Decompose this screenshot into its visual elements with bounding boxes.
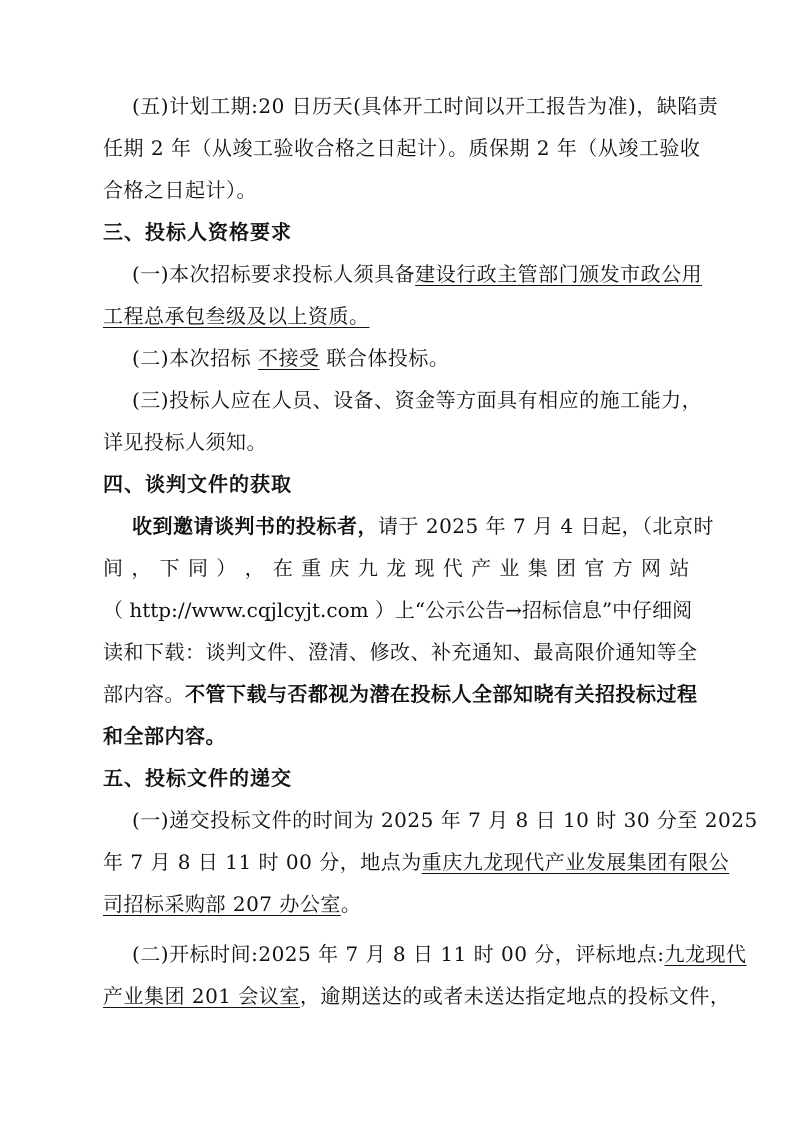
acquire-char: 九 — [357, 556, 379, 580]
acquire-line5 — [0, 679, 793, 709]
acquire-char: 现 — [414, 556, 435, 580]
acquire-char: ， — [131, 556, 152, 580]
qualification-2 — [0, 343, 793, 373]
acquire-char: 同 — [187, 556, 209, 580]
acquire-line4: 读和下载：谈判文件、澄清、修改、补充通知、最高限价通知等全 — [103, 640, 698, 664]
acquire-char: 方 — [612, 556, 634, 580]
qualification-1-line2 — [0, 301, 793, 331]
acquire-char: 在 — [272, 556, 294, 580]
heading-document-acquisition: 四、谈判文件的获取 — [103, 472, 292, 496]
submit-2-line1 — [0, 939, 793, 969]
acquire-char: 代 — [442, 556, 464, 580]
acquire-line1 — [0, 511, 793, 541]
qualification-2-suffix: 联合体投标。 — [319, 346, 450, 370]
qualification-3-line2: 详见投标人须知。 — [103, 430, 267, 454]
item5-line3: 合格之日起计）。 — [103, 178, 257, 202]
submit-1-location-cont: 司招标采购部 207 办公室 — [103, 892, 341, 916]
acquire-line6: 和全部内容。 — [103, 724, 226, 748]
qualification-3-line1: (三)投标人应在人员、设备、资金等方面具有相应的施工能力， — [132, 388, 703, 412]
acquire-char: ， — [244, 556, 266, 580]
submit-1-line2 — [0, 847, 793, 877]
qualification-1-prefix: (一)本次招标要求投标人须具备 — [132, 262, 416, 286]
submit-1-location: 重庆九龙现代产业发展集团有限公 — [421, 850, 730, 874]
submit-2-rest: ，逾期送达的或者未送达指定地点的投标文件， — [299, 984, 731, 1008]
acquire-char: 重 — [301, 556, 322, 580]
qualification-1-underlined: 建设行政主管部门颁发市政公用 — [415, 262, 703, 286]
submit-1-period: 。 — [340, 892, 362, 916]
submit-1-plain: 年 7 月 8 日 11 时 00 分，地点为 — [103, 850, 422, 874]
item5-line1: (五)计划工期:20 日历天(具体开工时间以开工报告为准)，缺陷责 — [132, 94, 719, 118]
item5-line2: 任期 2 年（从竣工验收合格之日起计）。质保期 2 年（从竣工验收 — [103, 136, 701, 160]
acquire-line5-bold: 不管下载与否都视为潜在投标人全部知晓有关招投标过程 — [185, 682, 698, 706]
acquire-line3-website: （ http://www.cqjlcyjt.com ）上“公示公告→招标信息”中仔细阅 — [103, 598, 693, 622]
qualification-2-prefix: (二)本次招标 — [132, 346, 258, 370]
heading-bid-submission: 五、投标文件的递交 — [103, 766, 292, 790]
qualification-1-line1 — [0, 259, 793, 289]
acquire-char: 业 — [499, 556, 520, 580]
acquire-char: 网 — [640, 556, 662, 580]
submit-1-line3 — [0, 889, 793, 919]
acquire-line5-plain: 部内容。 — [103, 682, 185, 706]
submit-2-location: 九龙现代 — [664, 942, 747, 966]
submit-2-line2 — [0, 981, 793, 1011]
acquire-char: 下 — [159, 556, 181, 580]
acquire-char: 庆 — [329, 556, 350, 580]
acquire-char: 官 — [584, 556, 605, 580]
acquire-char: 集 — [527, 556, 549, 580]
acquire-char: 龙 — [386, 556, 407, 580]
submit-2-location-cont: 产业集团 201 会议室 — [103, 984, 300, 1008]
acquire-char: ） — [216, 556, 237, 580]
qualification-1-underlined-cont: 工程总承包叁级及以上资质。 — [103, 304, 370, 328]
acquire-bold-lead: 收到邀请谈判书的投标者， — [132, 514, 378, 538]
acquire-line1-rest: 请于 2025 年 7 月 4 日起，（北京时 — [378, 514, 714, 538]
acquire-char: 站 — [669, 556, 690, 580]
acquire-char: 团 — [556, 556, 577, 580]
acquire-char: 产 — [471, 556, 492, 580]
submit-2-plain: (二)开标时间:2025 年 7 月 8 日 11 时 00 分，评标地点: — [132, 942, 665, 966]
heading-bidder-qualifications: 三、投标人资格要求 — [103, 220, 292, 244]
acquire-line2 — [0, 553, 793, 583]
submit-1-line1: (一)递交投标文件的时间为 2025 年 7 月 8 日 10 时 30 分至 2025 — [132, 808, 758, 832]
acquire-char: 间 — [103, 556, 124, 580]
qualification-2-underlined: 不接受 — [257, 346, 320, 370]
